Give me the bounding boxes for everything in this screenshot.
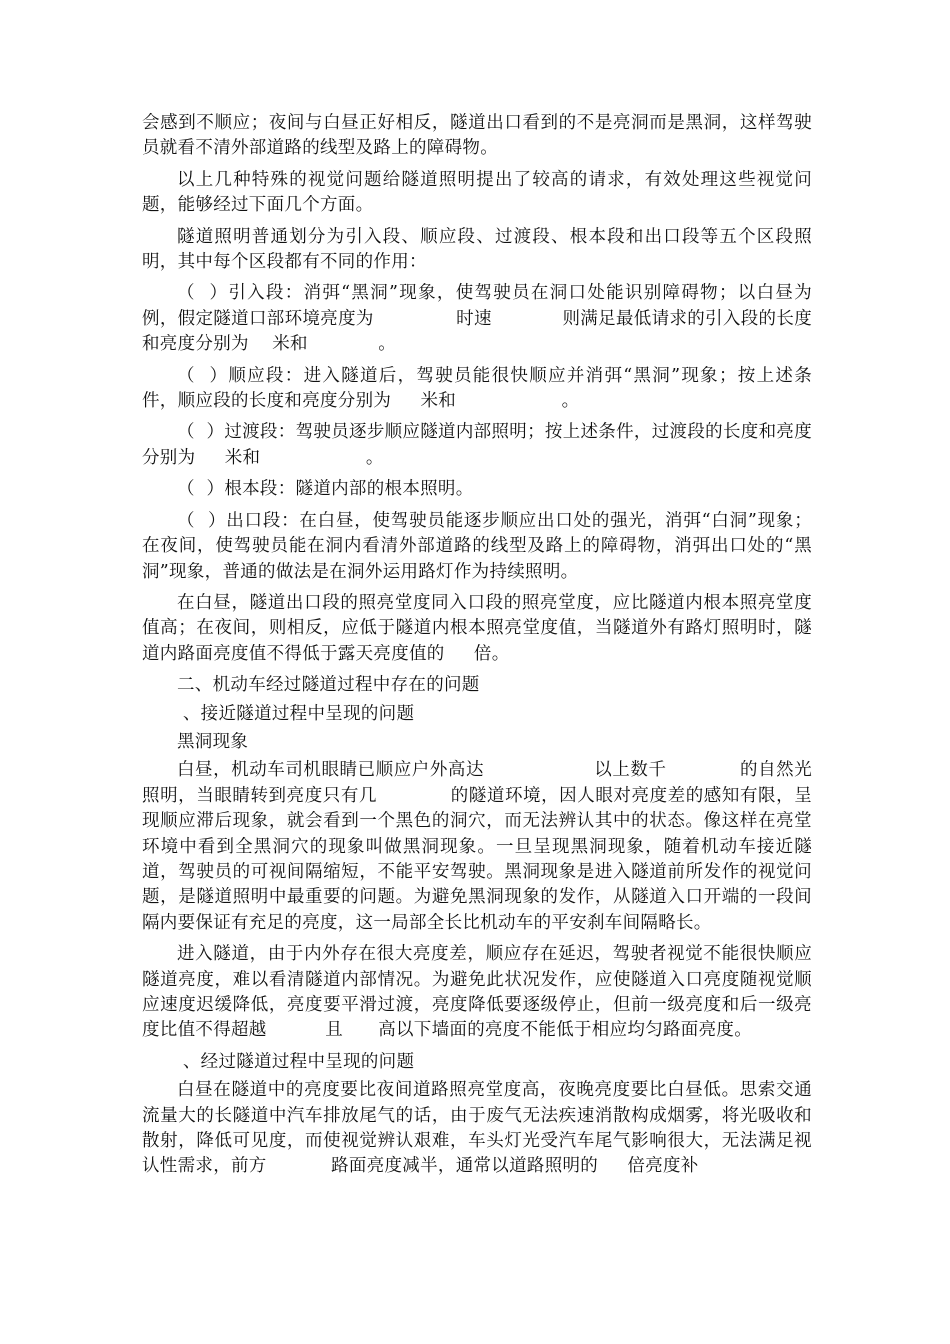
- subsection-heading-approach: 、接近隧道过程中呈现的问题: [177, 703, 415, 724]
- topic-heading-black-hole: 黑洞现象: [177, 731, 249, 752]
- section-heading-problems: 二、机动车经过隧道过程中存在的问题: [177, 675, 480, 696]
- paragraph-black-hole: 白昼，机动车司机眼睛已顺应户外高达 以上数千 的自然光照明，当眼睛转到亮度只有几 的隧道环境，因人眼对亮度差的感知有限，呈现顺应滞后现象，就会看到一个黑色的洞穴，而无法辨认其中的状态。像这样在亮堂环境中看到全黑洞穴的现象叫做黑洞现象。一旦呈现黑洞现象，随着机动车接近隧道，驾驶员的可视间隔缩短，不能平安驾驶。黑洞现象是进入隧道前所发作的视觉问题，是隧道照明中最重要的问题。为避免黑洞现象的发作，从隧道入口开端的一段间隔内要保证有充足的亮度，这一局部全长比机动车的平安刹车间隔略长。: [142, 760, 812, 933]
- paragraph-zones-overview: 隧道照明普通划分为引入段、顺应段、过渡段、根本段和出口段等五个区段照明，其中每个区段都有不同的作用：: [142, 226, 812, 273]
- subsection-heading-passing: 、经过隧道过程中呈现的问题: [177, 1051, 415, 1072]
- paragraph-passing-tunnel: 白昼在隧道中的亮度要比夜间道路照亮堂度高，夜晚亮度要比白昼低。思索交通流量大的长隧道中汽车排放尾气的话，由于废气无法疾速消散构成烟雾，将光吸收和散射，降低可见度，而使视觉辨认艰难，车头灯光受汽车尾气影响很大，无法满足视认性需求，前方 路面亮度减半，通常以道路照明的 倍亮度补: [142, 1080, 812, 1177]
- paragraph-exit-brightness: 在白昼，隧道出口段的照亮堂度同入口段的照亮堂度，应比隧道内根本照亮堂度值高；在夜间，则相反，应低于隧道内根本照亮堂度值，当隧道外有路灯照明时，隧道内路面亮度值不得低于露天亮度值的 倍。: [142, 592, 812, 664]
- paragraph-transition-zone: （ ）过渡段：驾驶员逐步顺应隧道内部照明；按上述条件，过渡段的长度和亮度分别为 米和 。: [142, 422, 812, 468]
- paragraph-continuation: 会感到不顺应；夜间与白昼正好相反，隧道出口看到的不是亮洞而是黑洞，这样驾驶员就看不清外部道路的线型及路上的障碍物。: [142, 113, 812, 159]
- paragraph-approach-zone: （ ）引入段：消弭“黑洞”现象，使驾驶员在洞口处能识别障碍物；以白昼为例，假定隧道口部环境亮度为 时速 则满足最低请求的引入段的长度和亮度分别为 米和 。: [142, 283, 812, 355]
- paragraph-exit-zone: （ ）出口段：在白昼，使驾驶员能逐步顺应出口处的强光，消弭“白洞”现象；在夜间，使驾驶员能在洞内看清外部道路的线型及路上的障碍物，消弭出口处的“黑洞”现象，普通的做法是在洞外运用路灯作为持续照明。: [142, 510, 812, 582]
- paragraph-adaptation-zone: （ ）顺应段：进入隧道后，驾驶员能很快顺应并消弭“黑洞”现象；按上述条件，顺应段的长度和亮度分别为 米和 。: [142, 365, 812, 412]
- paragraph-entering-tunnel: 进入隧道，由于内外存在很大亮度差，顺应存在延迟，驾驶者视觉不能很快顺应隧道亮度，难以看清隧道内部情况。为避免此状况发作，应使隧道入口亮度随视觉顺应速度迟缓降低，亮度要平滑过渡，亮度降低要逐级停止，但前一级亮度和后一级亮度比值不得超越 且 高以下墙面的亮度不能低于相应均匀路面亮度。: [142, 944, 812, 1041]
- paragraph-basic-zone: （ ）根本段：隧道内部的根本照明。: [177, 479, 474, 500]
- paragraph-intro-solutions: 以上几种特殊的视觉问题给隧道照明提出了较高的请求，有效处理这些视觉问题，能够经过下面几个方面。: [142, 169, 812, 216]
- document-page: [142, 111, 812, 1186]
